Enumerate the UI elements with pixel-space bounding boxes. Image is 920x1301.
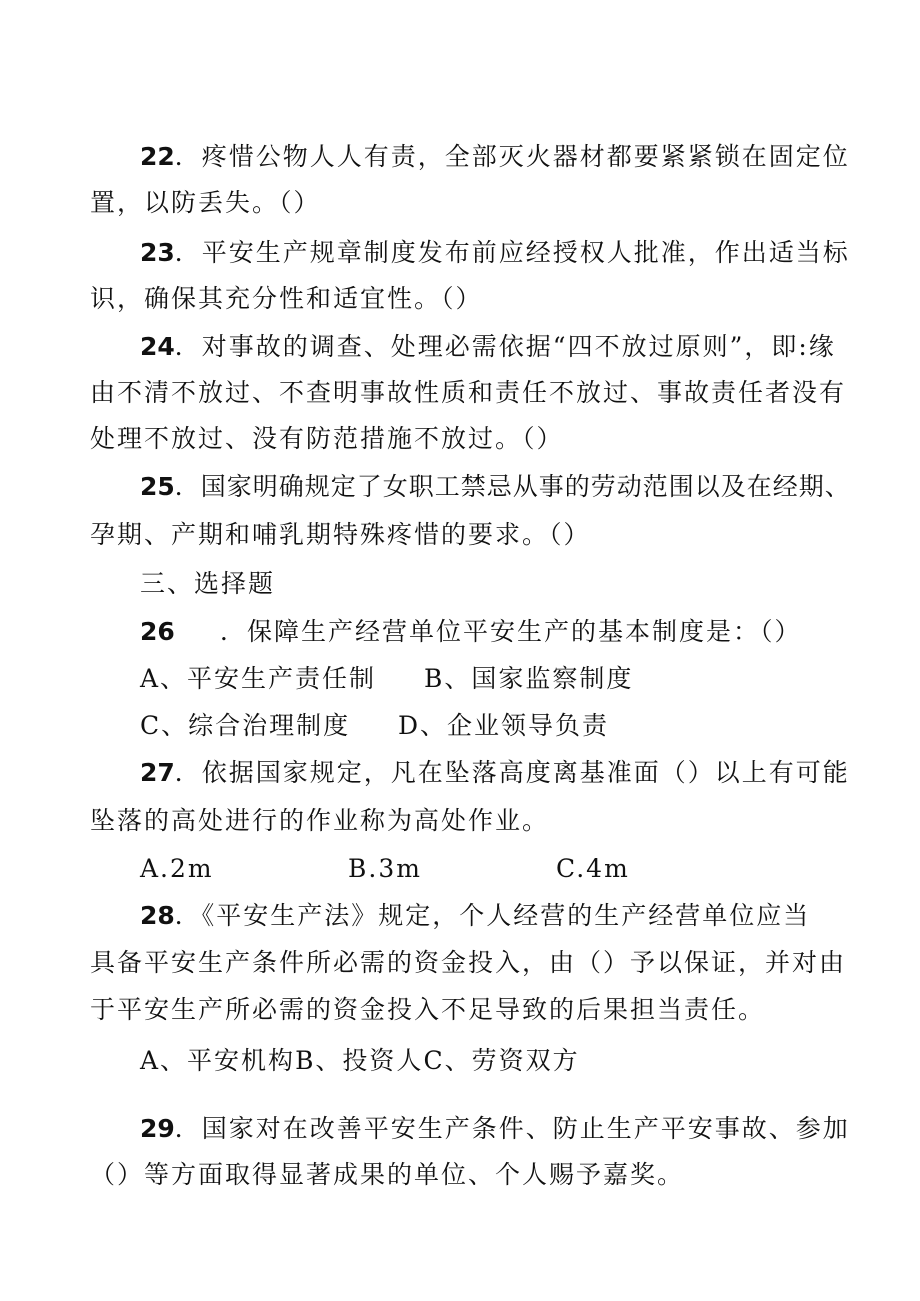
question-text: ．保障生产经营单位平安生产的基本制度是：（） [220,617,802,646]
option-b: B、国家监察制度 [424,664,634,693]
section-heading: 三、选择题 [140,569,276,598]
question-27-line-2: 坠落的高处进行的作业称为高处作业。 [90,806,550,835]
question-text: ．对事故的调查、处理必需依据“四不放过原则”，即:缘 [174,332,836,361]
option-line [140,1046,580,1076]
question-number: 26 [140,617,175,646]
question-28-line-3: 于平安生产所必需的资金投入不足导致的后果担当责任。 [90,995,766,1024]
question-number: 29 [140,1114,175,1143]
question-number: 27 [140,758,175,787]
question-text: ．平安生产规章制度发布前应经授权人批准，作出适当标 [174,238,850,267]
option-a: A、平安机构 [140,1046,296,1075]
option-b: B、投资人 [295,1046,424,1075]
question-25-line-1 [140,472,851,502]
question-23-line-2: 识，确保其充分性和适宜性。（） [90,284,483,313]
question-23-line-1 [140,238,850,268]
question-text: ．国家明确规定了女职工禁忌从事的劳动范围以及在经期、 [174,472,851,501]
option-d: D、企业领导负责 [398,711,610,740]
question-26-line-1 [140,617,802,647]
question-text: ．《平安生产法》规定，个人经营的生产经营单位应当 [174,901,811,930]
question-text: ．依据国家规定，凡在坠落高度离基准面（）以上有可能 [174,758,850,787]
option-b: B.3m [348,854,422,883]
question-number: 28 [140,901,175,930]
question-22-line-1 [140,142,850,172]
question-28-line-1 [140,901,810,931]
question-25-line-2: 孕期、产期和哺乳期特殊疼惜的要求。（） [90,520,591,549]
option-c: C.4m [556,854,630,883]
question-number: 23 [140,238,175,267]
question-22-line-2: 置，以防丢失。（） [90,188,321,217]
question-24-line-1 [140,332,836,362]
question-27-line-1 [140,758,850,788]
question-24-line-2: 由不清不放过、不查明事故性质和责任不放过、事故责任者没有 [90,378,847,407]
question-29-line-1 [140,1114,850,1144]
question-number: 24 [140,332,175,361]
question-number: 25 [140,472,175,501]
question-text: ．疼惜公物人人有责，全部灭火器材都要紧紧锁在固定位 [174,142,850,171]
option-a: A、平安生产责任制 [140,664,377,693]
option-a: A.2m [140,854,214,883]
option-c: C、劳资双方 [423,1046,580,1075]
question-number: 22 [140,142,175,171]
question-24-line-3: 处理不放过、没有防范措施不放过。（） [90,424,564,453]
question-29-line-2: （）等方面取得显著成果的单位、个人赐予嘉奖。 [90,1160,685,1189]
question-text: ．国家对在改善平安生产条件、防止生产平安事故、参加 [174,1114,850,1143]
option-c: C、综合治理制度 [140,711,351,740]
question-28-line-2: 具备平安生产条件所必需的资金投入，由（）予以保证，并对由 [90,948,847,977]
